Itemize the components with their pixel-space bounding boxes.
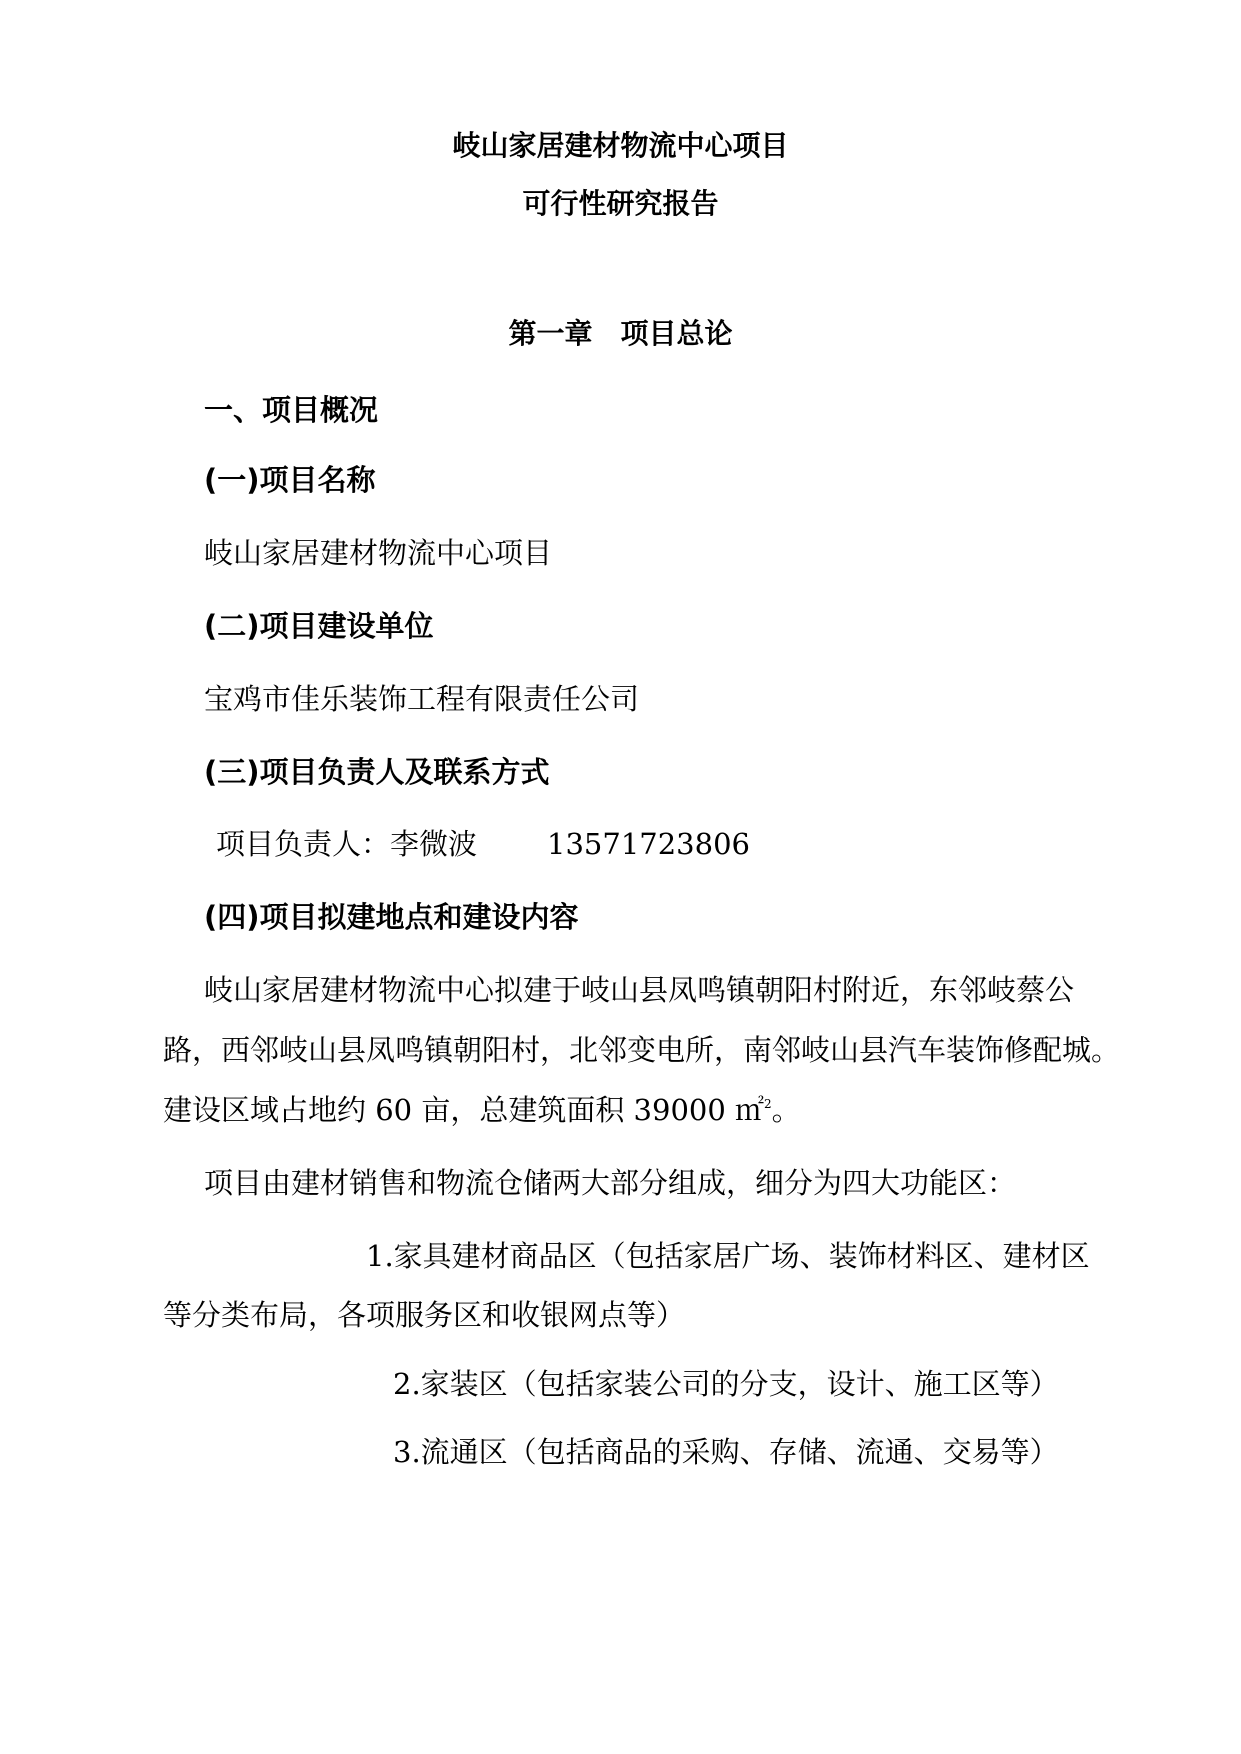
area-superscript: 2 [764,1097,772,1111]
document-title-line2: 可行性研究报告 [522,187,719,220]
section-heading-overview: 一、项目概况 [204,393,379,427]
area-text-end: 。 [771,1093,801,1127]
location-paragraph-line1: 岐山家居建材物流中心拟建于岐山县凤鸣镇朝阳村附近，东邻岐蔡公 [204,973,1075,1007]
subsection-heading-contact: (三)项目负责人及联系方式 [204,755,550,789]
zone-3: 3.流通区（包括商品的采购、存储、流通、交易等） [393,1435,1059,1469]
subsection-heading-project-name: (一)项目名称 [204,463,376,497]
location-paragraph-line3 [163,1092,801,1128]
area-text: 建设区域占地约 60 亩，总建筑面积 39000 ㎡ [163,1093,765,1127]
contact-line [216,826,750,862]
composition-intro: 项目由建材销售和物流仓储两大部分组成，细分为四大功能区： [204,1166,1017,1200]
zone-1-line1: 1.家具建材商品区（包括家居广场、装饰材料区、建材区 [366,1239,1090,1273]
contact-person: 项目负责人：李微波 [216,827,478,861]
subsection-heading-location-content: (四)项目拟建地点和建设内容 [204,900,579,934]
zone-1-line2: 等分类布局，各项服务区和收银网点等） [163,1298,686,1332]
subsection-heading-construction-unit: (二)项目建设单位 [204,609,434,643]
document-title-line1: 岐山家居建材物流中心项目 [452,129,789,162]
project-name-value: 岐山家居建材物流中心项目 [204,536,553,570]
contact-phone: 13571723806 [547,827,750,861]
location-paragraph-line2: 路，西邻岐山县凤鸣镇朝阳村，北邻变电所，南邻岐山县汽车装饰修配城。 [163,1033,1121,1067]
zone-2: 2.家装区（包括家装公司的分支，设计、施工区等） [393,1367,1059,1401]
chapter-title: 第一章 项目总论 [508,317,733,350]
construction-unit-value: 宝鸡市佳乐装饰工程有限责任公司 [204,682,640,716]
